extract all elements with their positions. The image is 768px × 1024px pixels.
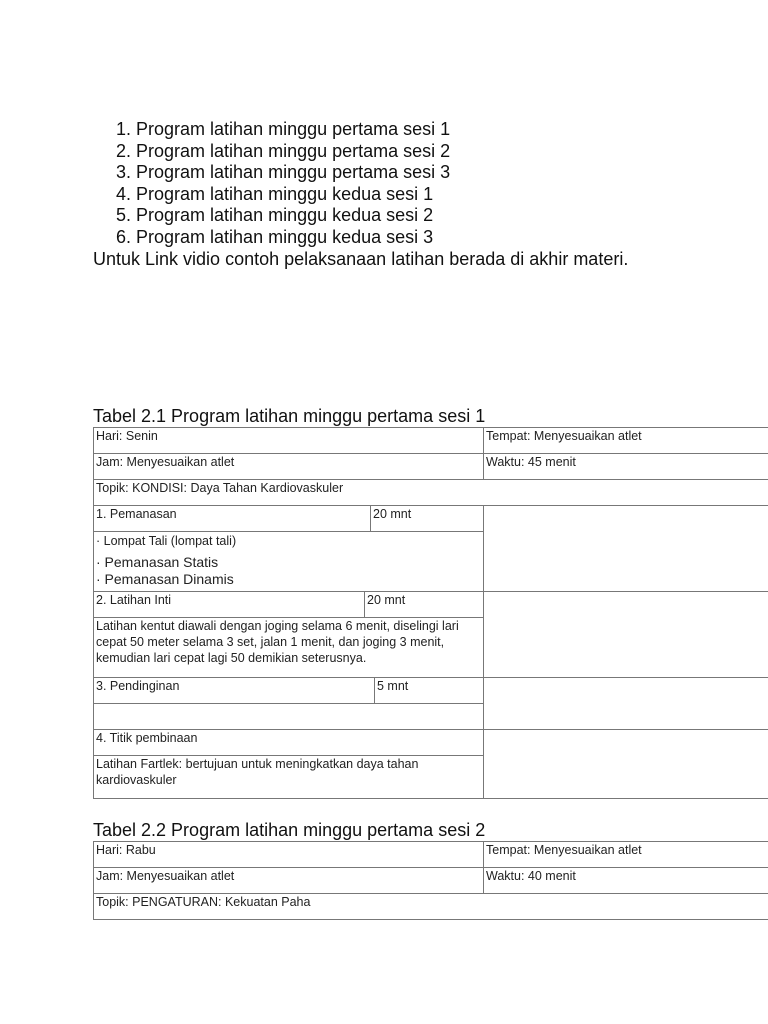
table1-pemanasan: 1. Pemanasan [94,506,371,532]
table1-waktu: Waktu: 45 menit [484,454,768,480]
table1-latihan-inti-desc: Latihan kentut diawali dengan joging selama 6 menit, diselingi lari cepat 50 meter selama 3 set, jalan 1 menit, dan joging 3 menit, kemudian lari cepat lagi 50 demikian seterusnya. [94,618,484,678]
table1-latihan-inti-time: 20 mnt [365,592,484,618]
table1-titik: 4. Titik pembinaan [94,730,484,756]
list-item: 1. Program latihan minggu pertama sesi 1 [116,119,451,139]
list-item: 6. Program latihan minggu kedua sesi 3 [116,226,434,247]
table1-empty-row [94,704,484,730]
table1-lompat-tali: · Lompat Tali (lompat tali) [96,534,237,548]
table1-latihan-inti: 2. Latihan Inti [94,592,365,618]
table1 [93,427,768,799]
list-item: 2. Program latihan minggu pertama sesi 2 [116,140,451,161]
table1-empty-right-2 [484,592,768,678]
table1-pendinginan: 3. Pendinginan [94,678,375,704]
table1-jam: Jam: Menyesuaikan atlet [94,454,484,480]
table1-empty-right-1 [484,506,768,592]
table1-pendinginan-time: 5 mnt [375,678,484,704]
table1-empty-right-4 [484,730,768,799]
table2-hari: Hari: Rabu [94,842,484,868]
program-list [116,119,450,249]
table2-topik: Topik: PENGATURAN: Kekuatan Paha [94,894,768,920]
table1-pemanasan-time: 20 mnt [371,506,484,532]
table2-caption: Tabel 2.2 Program latihan minggu pertama sesi 2 [93,820,486,840]
table2-jam: Jam: Menyesuaikan atlet [94,868,484,894]
list-item: 3. Program latihan minggu pertama sesi 3 [116,162,451,183]
table1-titik-desc: Latihan Fartlek: bertujuan untuk meningkatkan daya tahan kardiovaskuler [94,756,484,799]
table2-waktu: Waktu: 40 menit [484,868,768,894]
table2 [93,841,768,920]
table1-topik: Topik: KONDISI: Daya Tahan Kardiovaskuler [94,480,768,506]
table1-hari: Hari: Senin [94,428,484,454]
list-item: 5. Program latihan minggu kedua sesi 2 [116,205,434,226]
table1-pemanasan-dinamis: · Pemanasan Dinamis [96,571,234,587]
table1-pemanasan-items [94,532,484,592]
list-item: 4. Program latihan minggu kedua sesi 1 [116,183,434,204]
table1-tempat: Tempat: Menyesuaikan atlet [484,428,768,454]
table1-empty-right-3 [484,678,768,730]
video-link-note: Untuk Link vidio contoh pelaksanaan latihan berada di akhir materi. [93,249,629,269]
table2-tempat: Tempat: Menyesuaikan atlet [484,842,768,868]
table1-pemanasan-statis: · Pemanasan Statis [96,554,219,570]
table1-caption: Tabel 2.1 Program latihan minggu pertama sesi 1 [93,406,486,426]
